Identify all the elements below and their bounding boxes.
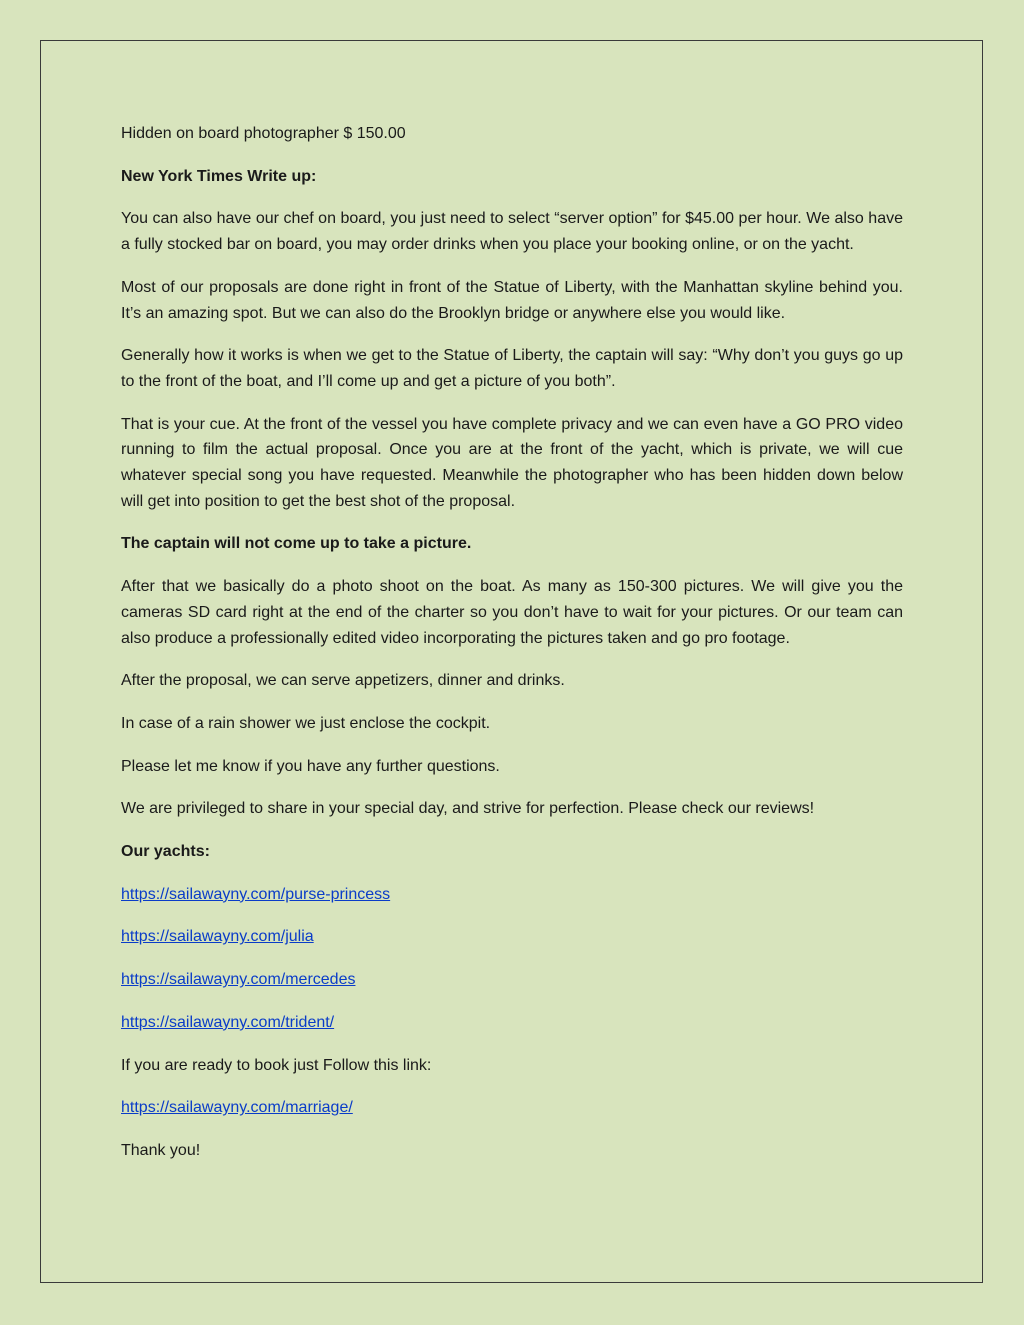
booking-link-item [121,1095,903,1121]
yacht-link-purse-princess[interactable]: https://sailawayny.com/purse-princess [121,885,391,903]
yacht-link-item [121,882,903,908]
photo-shoot-paragraph: After that we basically do a photo shoot on the boat. As many as 150-300 pictures. We will give you the cameras SD card right at the end of the charter so you don’t have to wait for your pictures. Or our team can also produce a professionally edited video incorporating the pictures taken and go pro footage. [121,578,903,647]
booking-link[interactable]: https://sailawayny.com/marriage/ [121,1099,353,1117]
captain-note: The captain will not come up to take a picture. [121,535,472,553]
yacht-link-julia[interactable]: https://sailawayny.com/julia [121,928,314,946]
proposal-location-paragraph: Most of our proposals are done right in front of the Statue of Liberty, with the Manhattan skyline behind you. It’s an amazing spot. But we can also do the Brooklyn bridge or anywhere else you would like. [121,278,903,322]
cue-paragraph: That is your cue. At the front of the vessel you have complete privacy and we can even have a GO PRO video running to film the actual proposal. Once you are at the front of the yacht, which is private, we will cue whatever special song you have requested. Meanwhile the photographer who has been hidden down below will get into position to get the best shot of the proposal. [121,415,903,510]
document-body [121,121,903,1181]
yacht-link-item [121,967,903,993]
our-yachts-heading: Our yachts: [121,843,210,861]
privileged-paragraph: We are privileged to share in your special day, and strive for perfection. Please check our reviews! [121,800,815,818]
how-it-works-paragraph: Generally how it works is when we get to the Statue of Liberty, the captain will say: “Why don’t you guys go up to the front of the boat, and I’ll come up and get a picture of you both”. [121,347,903,390]
photographer-price: Hidden on board photographer $ 150.00 [121,125,406,142]
rain-paragraph: In case of a rain shower we just enclose the cockpit. [121,714,491,732]
chef-paragraph: You can also have our chef on board, you just need to select “server option” for $45.00 per hour. We also have a fully stocked bar on board, you may order drinks when you place your booking online, or on the yacht. [121,210,903,254]
nyt-heading: New York Times Write up: [121,167,317,185]
yacht-link-mercedes[interactable]: https://sailawayny.com/mercedes [121,971,356,989]
yacht-link-item [121,1010,903,1036]
questions-paragraph: Please let me know if you have any further questions. [121,757,500,775]
after-proposal-paragraph: After the proposal, we can serve appetizers, dinner and drinks. [121,672,565,690]
yacht-link-item [121,924,903,950]
closing-text: Thank you! [121,1141,201,1159]
yacht-link-trident[interactable]: https://sailawayny.com/trident/ [121,1013,335,1031]
booking-text: If you are ready to book just Follow this link: [121,1056,432,1074]
